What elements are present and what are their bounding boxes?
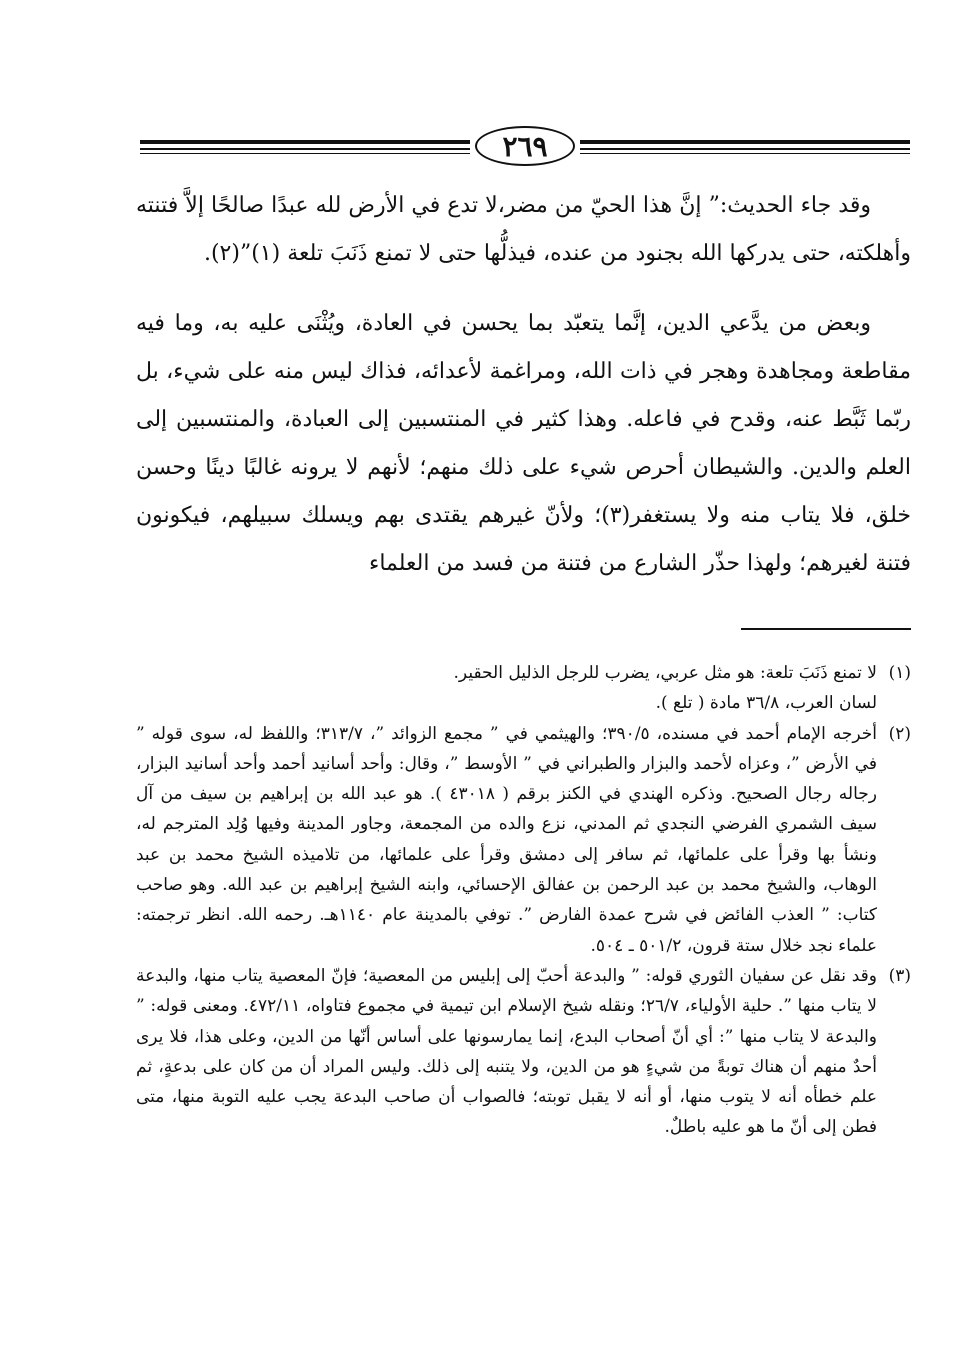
- footnote-line: أخرجه الإمام أحمد في مسنده، ٣٩٠/٥؛ والهيثمي في ” مجمع الزوائد ”، ٣١٣/٧؛ واللفظ له، سوى قوله ” في الأرض ”، وعزاه لأحمد والبزار والطبراني في ” الأوسط ”، وقال: وأحد أسانيد أحمد وأحد أسانيد البزار، رجاله رجال الصحيح. وذكره الهندي في الكنز برقم ( ٤٣٠١٨ ). هو عبد الله بن إبراهيم بن سيف من آل سيف الشمري الفرضي النجدي ثم المدني، نزع والده من المجمعة، وجاور المدينة وفيها وُلِد المترجم له، ونشأ بها وقرأ على علمائها، ثم سافر إلى دمشق وقرأ على علمائها، من تلاميذه الشيخ محمد بن عبد الوهاب، والشيخ محمد بن عبد الرحمن بن عفالق الإحسائي، وابنه الشيخ إبراهيم بن عبد الله. وهو صاحب كتاب: ” العذب الفائض في شرح عمدة الفارض ”. توفي بالمدينة عام ١١٤٠هـ. رحمه الله. انظر ترجمته: علماء نجد خلال ستة قرون، ٥٠١/٢ ـ ٥٠٤.: [136, 723, 878, 956]
- paragraph-hadith: وقد جاء الحديث:” إنَّ هذا الحيّ من مضر،لا تدع في الأرض لله عبدًا صالحًا إلاَّ فتنته وأهلكته، حتى يدركها الله بجنود من عنده، فيذلُّها حتى لا تمنع ذَنَبَ تلعة (١)”(٢).: [136, 193, 911, 266]
- footnote-number: (١): [888, 663, 911, 683]
- footnote-body: [136, 719, 877, 961]
- footnote-number: (٢): [888, 723, 911, 744]
- footnote-line: لا تمنع ذَنَبَ تلعة: هو مثل عربي، يضرب للرجل الذليل الحقير.: [453, 663, 877, 683]
- footnote-number: (٣): [888, 965, 911, 986]
- footnote-2: [136, 719, 911, 961]
- footnote-body: [136, 961, 877, 1143]
- footnote-separator: [741, 628, 911, 630]
- footnote-3: [136, 961, 911, 1143]
- footnotes: [136, 658, 911, 1143]
- footnote-line: وقد نقل عن سفيان الثوري قوله: ” والبدعة أحبّ إلى إبليس من المعصية؛ فإنّ المعصية يتاب منها، والبدعة لا يتاب منها ”. حلية الأولياء، ٢٦/٧؛ ونقله شيخ الإسلام ابن تيمية في مجموع فتاواه، ٤٧٢/١١. ومعنى قوله: ” والبدعة لا يتاب منها ”: أي أنّ أصحاب البدع، إنما يمارسونها على أساس أنّها من الدين، وعلى هذا، فلا يرى أحدٌ منهم أن هناك توبةً من شيءٍ هو من الدين، ولا يتنبه إلى ذلك. وليس المراد أن من كان على بدعةٍ، ثم علم خطأه أنه لا يتوب منها، أو أنه لا يقبل توبته؛ فالصواب أن صاحب البدعة يجب عليه التوبة منها، متى فطن إلى أنّ ما هو عليه باطلٌ.: [136, 965, 877, 1138]
- footnote-line: لسان العرب، ٣٦/٨ مادة ( تلع ).: [655, 693, 877, 714]
- paragraph-religion: وبعض من يدَّعي الدين، إنَّما يتعبّد بما يحسن في العادة، ويُثْنَى عليه به، وما فيه مقاطعة ومجاهدة وهجر في ذات الله، ومراغمة لأعدائه، فذاك ليس منه على شيء، بل ربّما ثَبَّط عنه، وقدح في فاعله. وهذا كثير في المنتسبين إلى العبادة، والمنتسبين إلى العلم والدين. والشيطان أحرص شيء على ذلك منهم؛ لأنهم لا يرونه غالبًا دينًا وحسن خلق، فلا يتاب منه ولا يستغفر(٣)؛ ولأنّ غيرهم يقتدى بهم ويسلك سبيلهم، فيكونون فتنة لغيرهم؛ ولهذا حذّر الشارع من فتنة من فسد من العلماء: [136, 311, 911, 576]
- main-body: [136, 182, 911, 588]
- footnote-body: [136, 658, 877, 719]
- page-number: ٢٦٩: [475, 126, 575, 166]
- header-rule-left: [140, 140, 470, 157]
- footnote-1: [136, 658, 911, 719]
- page-header: [140, 118, 910, 178]
- header-rule-right: [580, 140, 910, 157]
